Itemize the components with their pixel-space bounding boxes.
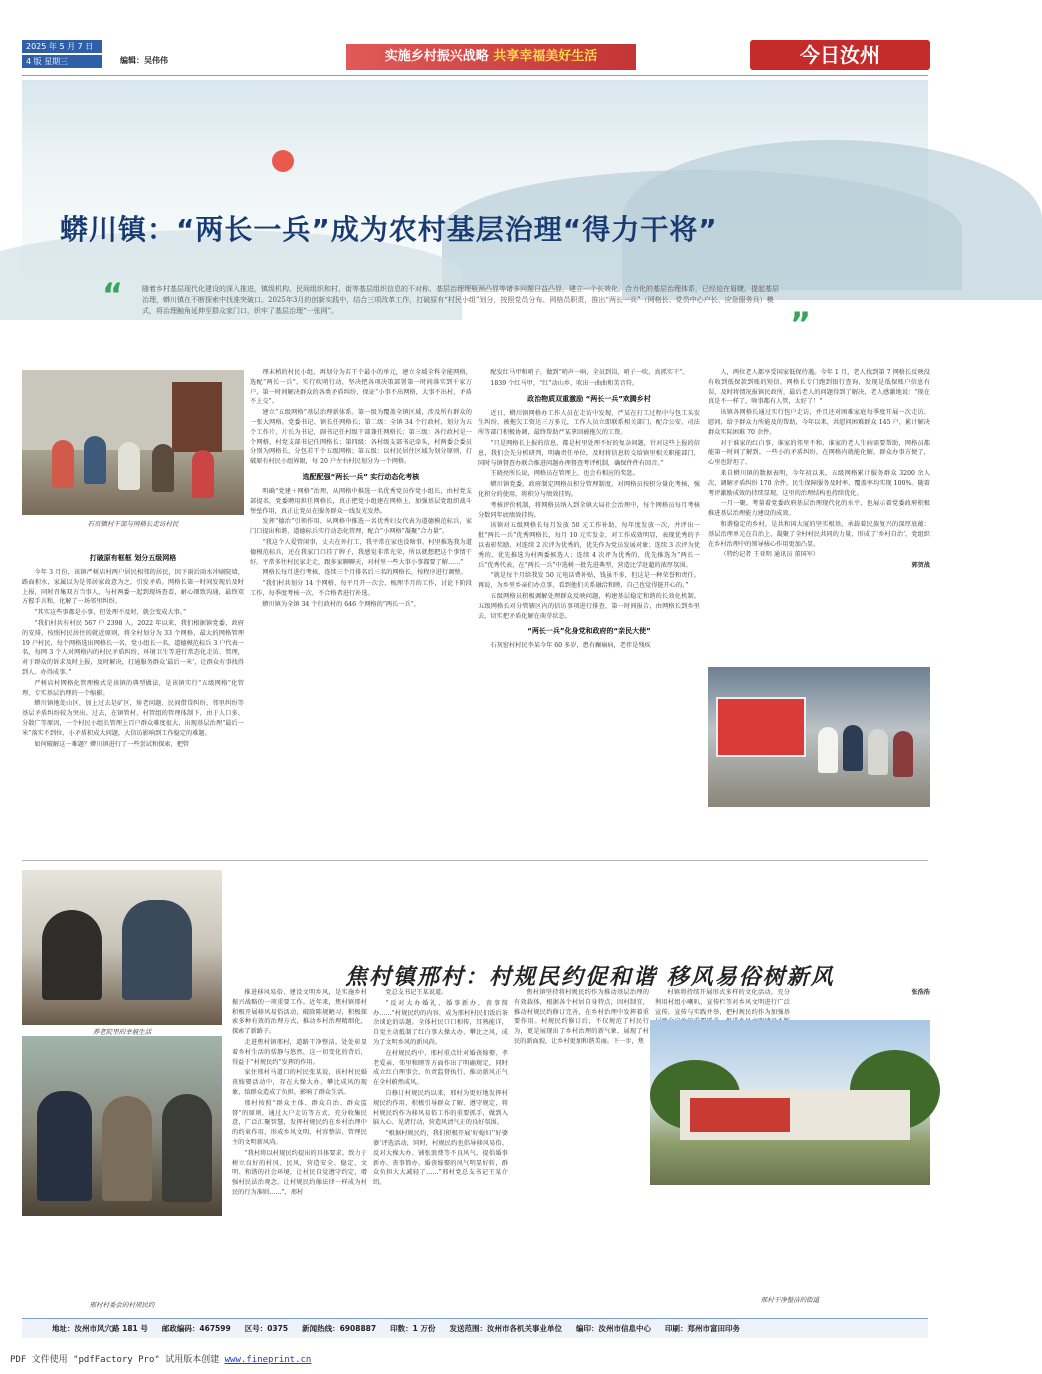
photo-caption: 邢村村委会的村规民约 xyxy=(89,1301,155,1309)
page-weekday: 4 版 星期三 xyxy=(22,55,102,68)
person-figure xyxy=(118,442,140,490)
section-heading: 选配配强“两长一兵” 实行动态化考核 xyxy=(302,472,420,481)
photo-caption: 网格长向村民学习 xyxy=(793,813,845,821)
editor-credit: 编辑：吴伟伟 xyxy=(120,56,168,65)
article2-byline-col xyxy=(795,988,930,1018)
footer-publisher: 编印：汝州市信息中心 xyxy=(575,1324,651,1333)
person-figure xyxy=(42,910,102,1000)
pdf-watermark-note xyxy=(10,1352,311,1365)
footer-postcode: 邮政编码：467599 xyxy=(161,1324,231,1333)
section-heading: “两长一兵”化身党和政府的“亲民大使” xyxy=(527,627,651,636)
footer-area-code: 区号：0375 xyxy=(244,1324,289,1333)
open-quote-icon: “ xyxy=(102,276,124,314)
footer-printer: 印刷：郑州市富田印务 xyxy=(664,1324,740,1333)
photo-nursing-home xyxy=(22,870,222,1025)
person-figure xyxy=(52,440,74,488)
page-footer xyxy=(22,1318,928,1338)
masthead-rule xyxy=(22,75,928,76)
close-quote-icon: ” xyxy=(790,305,812,343)
article1-column-1: 打破原有框框 划分五级网格 今年 3 月份，该镇严树店村两户居民相邻的居民，因下雨后雨水冲刷院墙，路面积水，家属以为是邻居家故意为之，引发矛盾。网格长第一时间发现后及时上报，同时召集双方当事人，与村两委一起到现场查看，耐心细致沟通，最终双方握手言和，化解了一场邻里纠纷。 “其实这些事都是小事，但处理不及时，就会变成大事。” “我们村共有村民 567 户 2398 人。2022 年以来，我们根据镇党委、政府的安排，按照村民居住的就近原则，将全村划分为 33 个网格，最大的网格管理 19 户村民，每个网格选出网格长一名，党小组长一名，道德模范标兵 3 户代表一名，每网 3 个人对网格内的村民矛盾纠纷、环境卫生等进行常态化走访、管理，对于群众的诉求及时上报，及时解决，打通服务群众‘最后一米’，让群众有事找得到人、办得成事。” 严树店村网格化管理模式是该镇的典型做法，是该镇实行“五级网格”化管理、专实基层治理的一个缩影。 蟒川镇地处山区，加上过去是矿区，矫老问题、民间借贷纠纷、邻里纠纷等基层矛盾纠纷较为突出。过去，在镇管村、村管组的管理体制下，由于人口多、分散广等原因，一个村民小组长管理上百户群众难度很大，出现基层治理“最后一米”落实不到位，小矛盾积成大问题，大信访影响到工作稳定的难题。 如何破解这一难题？蟒川镇进行了一些尝试和探索，把管 xyxy=(22,554,244,748)
person-figure xyxy=(818,727,838,773)
article1-column-3: 配发红马甲和哨子，做到“哨声一响，全员到岗，哨子一吹，真抓实干”。 1839 个红马甲，“红”动山乡，吹出一曲曲和美音符。 政治物质双重激励 “两长一兵”欢腾乡村 近日，蟒川镇网格办工作人员在走访中发现，严某在打工过程中与包工头发生纠纷，被拖欠工资达三万多元，工作人员立即联系相关部门，配合公安、司法所等部门积极协调，最终帮助严某拿回被拖欠的工资。 “只是网格长上报的信息，都是村里处理不好的复杂问题，针对这些上报的信息，我们会先分析研判，明确责任单位，及时将信息转交给镇里相关职能部门，同时与镇督查办联合推进问题办理督查考评机制，确保件件有回音。” 王晓亮所长说，网格员在管理上，也会有相应的奖惩。 蟒川镇党委，政府制定网格员积分管理制度，对网格员按积分量化考核，强化积分的使用，将积分与绩效挂钩。 考核评价机制，将网格员纳入到全镇大局社会治理中，每个网格员每月考核分数同年底绩效挂钩。 该镇对五级网格长每月发放 50 元工作补助，每年度发放一次，并评出一批“两长一兵”优秀网格长，每月 10 元实发金，对工作成效明显，表现优秀的予以表彰奖励，对连续 2 次评为优秀的，优先作为党员发展对象；连续 3 次评为优秀的，优先推选为村两委候选人；连续 4 次评为优秀的，优先推选为“两长一兵”优秀代表，在“两长一兵”中选树一批先进典型，营造比学赶超的浓厚氛围。 “就是每个月给我发 50 元电话费补贴，钱虽不多，但这是一种荣誉和责任。再说，为乡里乡亲们办点事，看到他们关系融洽和睦，自己也觉得挺开心的。” 五级网格员积极调解处理群众反映问题，构建基层稳定和谐的长效化机制。五级网格长对分管辖区内的信访事项进行排查，第一时间报告，由网格长到乡里去，切实把矛盾化解在萌芽状态。 “两长一兵”化身党和政府的“亲民大使” 石灰窑村村民李某今年 60 多岁，患有癫痫病，老伴是残疾 xyxy=(478,369,700,650)
person-figure xyxy=(84,436,106,484)
photo-village-visit xyxy=(22,370,244,515)
person-figure xyxy=(843,725,863,771)
footer-address: 地址：汝州市风穴路 181 号 xyxy=(52,1324,148,1333)
photo-caption: 养老院里的幸福生活 xyxy=(92,1028,152,1036)
person-figure xyxy=(893,731,913,777)
pdf-note-text: PDF 文件使用 "pdfFactory Pro" 试用版本创建 xyxy=(10,1355,220,1365)
person-figure xyxy=(192,450,214,498)
article1-intro: 随着乡村基层现代化建设的深入推进，镇级机构、民间组织和村、街等基层组织信息的不对称、基层治理理瓶颈凸显等诸多问题日益凸显，建立一个长效化、合力化的基层治理体系，已经迫在眉睫。提起基层治理，蟒川镇在不断探索中找准突破口。2025年3月的创新实践中，结合三项改革工作，打破原有“村民小组”划分，按照党员分布、网格员职责，推出“两长一兵”（网格长、党员中心户长、应急服务兵）模式，将治理触角延伸至群众家门口，织牢了基层治理“一张网”。 xyxy=(142,285,779,315)
column-title-b: 共享幸福美好生活 xyxy=(493,49,598,64)
photo-grid-leaders xyxy=(708,667,930,807)
sun-icon xyxy=(272,150,294,172)
photo-caption: 石页镇村干部与网格长走访村民 xyxy=(87,520,179,528)
column-banner xyxy=(346,44,636,70)
person-figure xyxy=(868,729,888,775)
article2-column-1: 推进移风易俗，建设文明乡风，是实施乡村振兴战略的一项重要工作。近年来，焦村镇邢村积极开展移风易俗活动，破除陈规陋习，积极探索多种有效的治理方式，推动乡村治理精细化，探索了新路子。 走进焦村镇邢村，道路干净整洁，处处彰显着乡村生活的恬静与悠然，这一切变化的背后，得益于“村规民约”发挥的作用。 家住邢村马道口的村民张某说，该村村民婚丧嫁娶活动中，存在大操大办、攀比成风的现象，给群众造成了负担，影响了群众生活。 邢村按照“群众主体、群众自治、群众监督”的原则，通过大户走访等方式，充分收集民意，广泛汇聚智慧，发挥村规民约在乡村治理中的约束作用，形成乡风文明、村容整洁、管理民主的文明新风尚。 “我村将以村规民约提出的具体要求，致力于树立良好的村风、民风，营造安全、稳定、文明、和谐的社会环境，让村民自觉遵守约定，增强村民法治观念，让村规民约像法律一样成为村民的行为准则……”，邢村 xyxy=(232,989,367,1196)
article1-byline: 郭贺战 xyxy=(911,562,930,570)
footer-print-run: 印数：1 万份 xyxy=(390,1324,436,1333)
fineprint-link[interactable]: www.fineprint.cn xyxy=(224,1355,312,1365)
person-figure xyxy=(122,900,192,1000)
column-title-a: 实施乡村振兴战略 xyxy=(384,49,489,64)
issue-date: 2025 年 5 月 7 日 xyxy=(22,40,102,53)
photo-village-street xyxy=(650,1020,930,1185)
person-figure xyxy=(37,1091,92,1201)
article1-column-2: 理末梢的村民小组，再划分为若干个最小的单元，建立全域全科全能网格，选配“两长一兵”，实行吹哨行动，坚决把各项决策部署第一时间落实到千家万户，第一时间解决群众的各类矛盾纠纷，保证“小事不出网格，大事不出村，矛盾不上交”。 建立“五级网格”基层治理新体系。第一级为覆盖全镇区域，涉及所有群众的一张大网格，党委书记、镇长任网格长；第二级：全镇 34 个行政村，划分为五个工作片，片长为书记，副书记任村级干部兼任网格长；第三级：各行政村是一个网格，村党支部书记任网格长；第四级：各村级支部书记牵头，村两委会委员分别为网格长，分包若干个五级网格；第五级：以村民居住区域为划分原则，打破原有村民小组界限，每 20 户左右村民划分为一个网格。 选配配强“两长一兵” 实行动态化考核 明确“党建＋网格”治理，从网格中推选一名优秀党员作党小组长，由村党支部提名，党委聘用担任网格长，真正把党小组建在网格上，加强基层党组织战斗堡垒作用，真正让党员在服务群众一线发光发热。 发挥“德治”引领作用，从网格中推选一名优秀妇女代表为道德模范标兵，家门口提出和谐、道德标兵实行动态化管理，配合“小网格”凝聚“合力量”。 “我这个人爱管闲事，丈夫在外打工，我平常在家也没啥事，村里推选我为道德模范标兵，还在我家门口挂了牌子，我感觉非常光荣，所以就想把这个事情干好。平常多往村民家走走，跟多家聊聊天，对村里一些大事小事都要了解……” 网格长每月进行考核，连续三个月排名后三名的网格长，按程序进行调整。 “我们村共划分 14 个网格，每平月开一次会，梳理半月的工作，讨论下阶段工作，每季度考核一次，不合格者进行补选。 蟒川镇为全镇 34 个行政村的 646 个网格的“两长一兵”， xyxy=(250,369,472,608)
newspaper-logo: 今日汝州 xyxy=(750,40,930,70)
red-mural xyxy=(690,1098,790,1132)
article2-headline: 焦村镇邢村：村规民约促和谐 移风易俗树新风 xyxy=(345,964,835,990)
section-divider xyxy=(22,860,928,861)
article1-headline: 蟒川镇：“两长一兵”成为农村基层治理“得力干将” xyxy=(60,213,718,246)
article1-column-4: 人，两位老人都享受国家低保待遇。今年 1 月，老人找到第 7 网格长反映没有收到低保款到账的短信。网格长专门跑到银行查询，发现是低保账户信息有误，及时将情况报镇民政所，最后老人的问题得到了解决，老人感激地说：“现在真是不一样了，啥事都有人管，太好了！” 该镇各网格长通过实行包户走访，并且还对困难家庭每季度开展一次走访、慰问，给予群众力所能及的帮助，今年以来，共慰问困难群众 145 户，累计解决群众实际困难 70 余件。 对于谁家的红白事，谁家的邻里不和，谁家的老人生病需要帮助，网格员都能第一时间了解到。一些小的矛盾纠纷，在网格内就能化解，群众办事方便了，心里也舒坦了。 来自蟒川镇的数据表明，今年初以来，五级网格累计服务群众 3200 余人次，调解矛盾纠纷 170 余件，民生保障服务及时率、覆盖率均实现 100%。随着考评激励成效的持续显现，这里的治理结构也持续优化。 一月一聚，考量着党委政府基层治理现代化的水平，也展示着党委政府积极推进基层治理能力建设的成效。 和谐稳定的乡村，是共和国大厦的坚实根基，承载着民族复兴的深厚底蕴；基层治理单元在自治上，凝聚了全村村民共同的力量，形成了‘乡村自治’，党组织在乡村治理中的领导核心作用更加凸显。 （特约记者 王亚明 通讯员 董国军） 郭贺战 xyxy=(708,369,930,570)
person-figure xyxy=(162,1094,212,1202)
section-heading: 打破原有框框 划分五级网格 xyxy=(89,554,177,562)
footer-hotline: 新闻热线：6908887 xyxy=(302,1324,377,1333)
red-board xyxy=(716,697,806,757)
masthead xyxy=(0,0,950,78)
article2-byline: 张浩浩 xyxy=(911,989,930,996)
article2-column-4: 村镇将持续开展形式多样的文化活动，充分利用村组小喇叭，宣传栏等对乡风文明进行广泛宣传，宣传与实践并举，把村规民约作为加强基 xyxy=(655,989,790,1016)
footer-distribution: 发送范围：汝州市各机关事业单位 xyxy=(449,1324,562,1333)
person-figure xyxy=(102,1096,152,1201)
section-heading: 政治物质双重激励 “两长一兵”欢腾乡村 xyxy=(527,394,651,403)
photo-elderly-residents xyxy=(22,1036,222,1216)
photo-caption: 邢村干净整洁的街道 xyxy=(760,1296,820,1304)
date-box xyxy=(22,40,102,70)
person-figure xyxy=(152,444,174,492)
article2-column-3: 焦村镇坚持将村规民约作为推动基层治理的有效载体，根据各个村居自身特点，因村制宜，推动村规民约修订完善，在乡村治理中发挥着重要作用。村规民约修订后，不仅规范了村民行为，更是展现出了乡村治理的新气象，展现了村民的新面貌，让乡村更加和谐美丽。下一步，焦 xyxy=(514,989,649,1045)
article2-column-2: 党总支书记王某说道。 “反对大办婚礼，婚事新办，丧事简办……”村规民约的内容，成为邢村村民们饭后茶余谈论的话题。全体村民口口相传，耳熟能详，自觉主动抵制了红白事大操大办、攀比之风，成为了文明乡风的新风尚。 在村规民约中，邢村重点针对婚丧嫁娶、孝老爱亲、邻里和睦等方面作出了明确规定，同时成立红白理事会，负责监督执行，推动新风正气在全村蔚然成风。 自修订村规民约以来，邢村为更好地发挥村规民约作用，积极引导群众了解、遵守规定，将村规民约作为移风易俗工作的重要抓手，做到入脑入心、见诸行动，营造风清气正的良好氛围。 “根据村规民约，我们积极开展‘好媳妇’‘好婆婆’评选活动，同时，村规民约也倡导移风易俗、反对大操大办、铺张浪费等不良风气，提倡婚事新办、丧事简办，婚丧嫁娶的风气明显好转，群众负担大大减轻了……”邢村党总支书记王某介绍。 xyxy=(373,989,508,1187)
